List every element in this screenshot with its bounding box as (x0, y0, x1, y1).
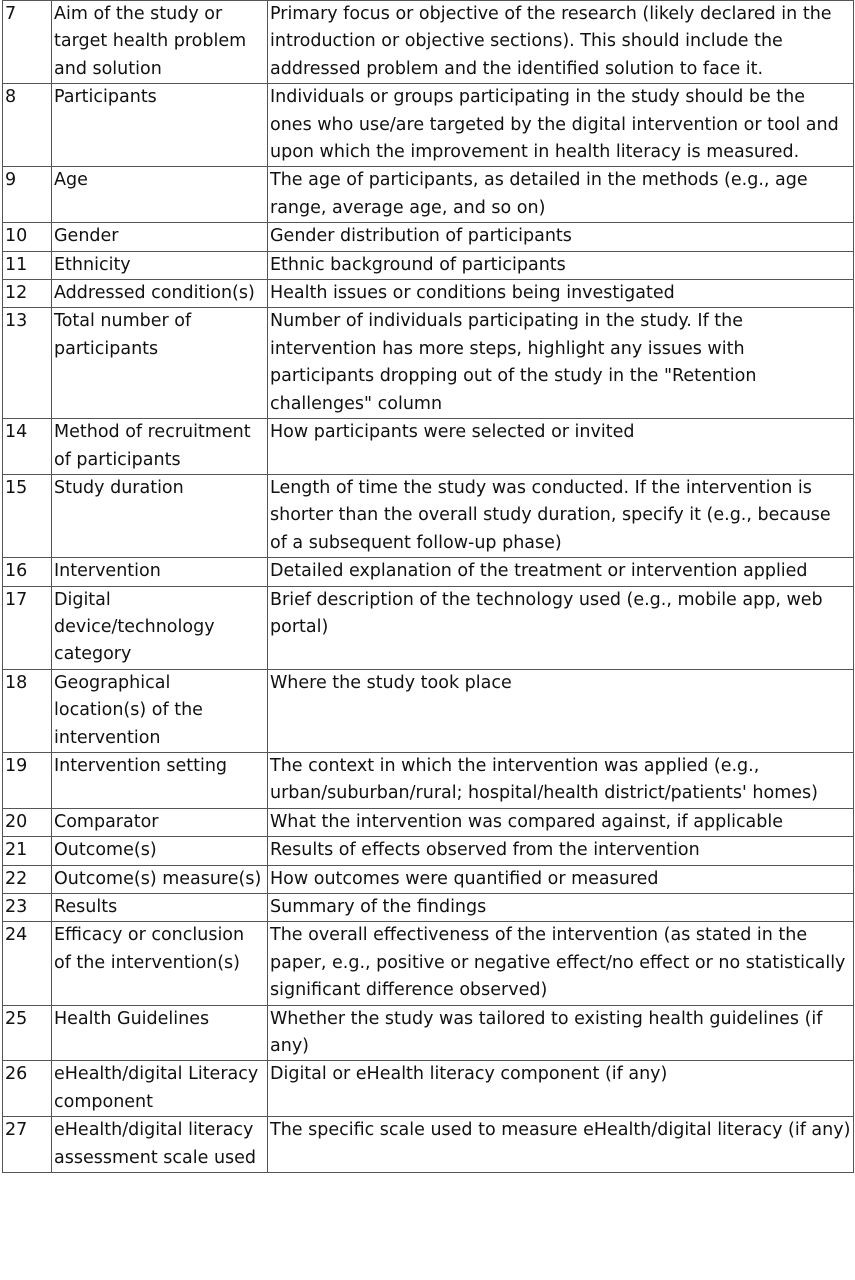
row-number: 26 (3, 1061, 52, 1117)
item-description: How outcomes were quantified or measured (268, 865, 854, 893)
item-name: Addressed condition(s) (52, 280, 268, 308)
row-number: 22 (3, 865, 52, 893)
item-description: Where the study took place (268, 669, 854, 752)
item-name: Geographical location(s) of the intervention (52, 669, 268, 752)
row-number: 25 (3, 1005, 52, 1061)
item-name: Efficacy or conclusion of the intervention(s) (52, 922, 268, 1005)
item-name: Results (52, 894, 268, 922)
item-description: Ethnic background of participants (268, 251, 854, 279)
table-row (3, 251, 854, 279)
row-number: 23 (3, 894, 52, 922)
row-number: 9 (3, 167, 52, 223)
item-name: Digital device/technology category (52, 586, 268, 669)
row-number: 18 (3, 669, 52, 752)
item-name: Intervention setting (52, 752, 268, 808)
item-description: Brief description of the technology used (e.g., mobile app, web portal) (268, 586, 854, 669)
table-row (3, 308, 854, 419)
item-description: Digital or eHealth literacy component (if any) (268, 1061, 854, 1117)
item-description: The overall effectiveness of the intervention (as stated in the paper, e.g., positive or negative effect/no effect or no statistically significant difference observed) (268, 922, 854, 1005)
row-number: 10 (3, 223, 52, 251)
table-row (3, 922, 854, 1005)
table-row (3, 558, 854, 586)
item-name: Intervention (52, 558, 268, 586)
table-row (3, 669, 854, 752)
item-description: The age of participants, as detailed in the methods (e.g., age range, average age, and so on) (268, 167, 854, 223)
item-name: eHealth/digital literacy assessment scale used (52, 1117, 268, 1173)
table-row (3, 894, 854, 922)
item-description: What the intervention was compared against, if applicable (268, 808, 854, 836)
item-description: Individuals or groups participating in the study should be the ones who use/are targeted by the digital intervention or tool and upon which the improvement in health literacy is measured. (268, 84, 854, 167)
row-number: 7 (3, 1, 52, 84)
item-name: Total number of participants (52, 308, 268, 419)
item-description: Length of time the study was conducted. If the intervention is shorter than the overall study duration, specify it (e.g., because of a subsequent follow-up phase) (268, 474, 854, 557)
row-number: 21 (3, 837, 52, 865)
item-name: Method of recruitment of participants (52, 419, 268, 475)
table-row (3, 752, 854, 808)
table-row (3, 1, 854, 84)
item-name: Study duration (52, 474, 268, 557)
item-description: Whether the study was tailored to existing health guidelines (if any) (268, 1005, 854, 1061)
item-name: Ethnicity (52, 251, 268, 279)
row-number: 11 (3, 251, 52, 279)
item-description: How participants were selected or invited (268, 419, 854, 475)
item-description: Primary focus or objective of the research (likely declared in the introduction or objective sections). This should include the addressed problem and the identified solution to face it. (268, 1, 854, 84)
row-number: 20 (3, 808, 52, 836)
row-number: 17 (3, 586, 52, 669)
row-number: 15 (3, 474, 52, 557)
item-name: Outcome(s) (52, 837, 268, 865)
table-row (3, 808, 854, 836)
row-number: 14 (3, 419, 52, 475)
table-row (3, 865, 854, 893)
table-row (3, 586, 854, 669)
table-row (3, 1117, 854, 1173)
table-row (3, 1061, 854, 1117)
item-description: Gender distribution of participants (268, 223, 854, 251)
item-name: Gender (52, 223, 268, 251)
item-description: Detailed explanation of the treatment or intervention applied (268, 558, 854, 586)
row-number: 19 (3, 752, 52, 808)
item-name: eHealth/digital Literacy component (52, 1061, 268, 1117)
row-number: 24 (3, 922, 52, 1005)
table-row (3, 474, 854, 557)
table-row (3, 223, 854, 251)
item-description: The specific scale used to measure eHealth/digital literacy (if any) (268, 1117, 854, 1173)
row-number: 12 (3, 280, 52, 308)
item-name: Outcome(s) measure(s) (52, 865, 268, 893)
row-number: 13 (3, 308, 52, 419)
table-row (3, 1005, 854, 1061)
item-name: Participants (52, 84, 268, 167)
extraction-items-table (2, 0, 854, 1173)
table-row (3, 167, 854, 223)
table-body (3, 1, 854, 1173)
item-name: Comparator (52, 808, 268, 836)
table-row (3, 84, 854, 167)
row-number: 8 (3, 84, 52, 167)
row-number: 16 (3, 558, 52, 586)
table-row (3, 419, 854, 475)
row-number: 27 (3, 1117, 52, 1173)
item-description: Health issues or conditions being investigated (268, 280, 854, 308)
table-row (3, 280, 854, 308)
item-name: Aim of the study or target health problem and solution (52, 1, 268, 84)
item-description: The context in which the intervention was applied (e.g., urban/suburban/rural; hospital/health district/patients' homes) (268, 752, 854, 808)
item-name: Health Guidelines (52, 1005, 268, 1061)
item-description: Summary of the findings (268, 894, 854, 922)
item-description: Number of individuals participating in the study. If the intervention has more steps, highlight any issues with participants dropping out of the study in the "Retention challenges" column (268, 308, 854, 419)
item-name: Age (52, 167, 268, 223)
item-description: Results of effects observed from the intervention (268, 837, 854, 865)
table-row (3, 837, 854, 865)
